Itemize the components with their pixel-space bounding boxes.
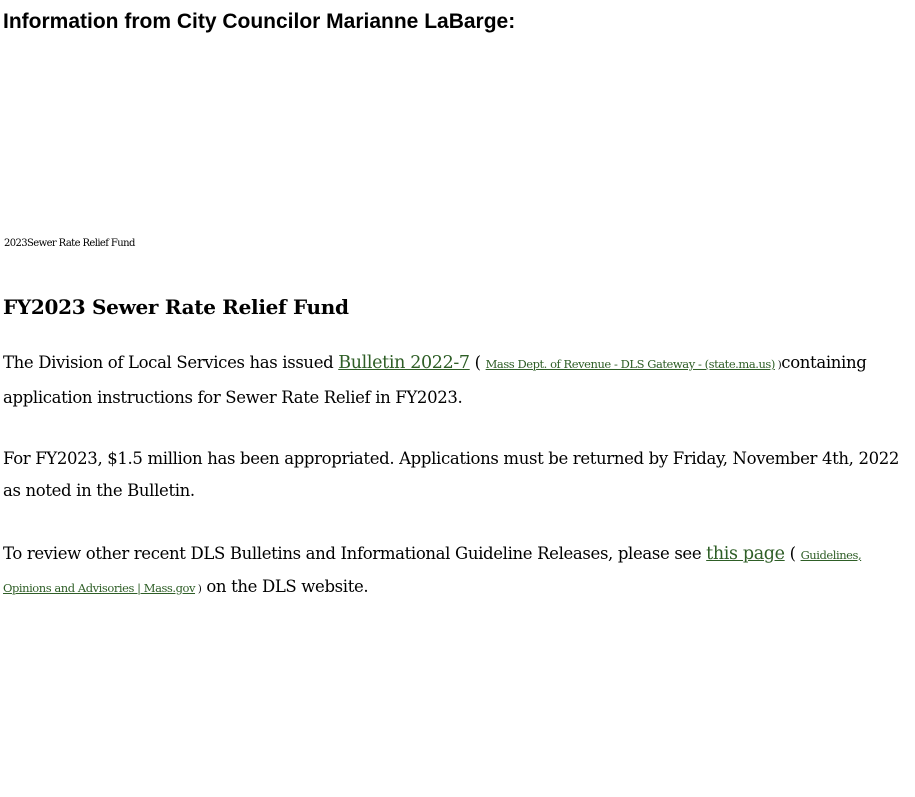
page-title: Information from City Councilor Marianne LaBarge: [3, 10, 516, 33]
paragraph-text: To review other recent DLS Bulletins and Informational Guideline Releases, please see [3, 544, 707, 563]
paragraph-appropriation: For FY2023, $1.5 million has been appropriated. Applications must be returned by Friday, November 4th, 2022 as noted in the Bulletin. [3, 449, 900, 500]
this-page-link[interactable]: this page [706, 544, 785, 564]
paragraph-guidelines [3, 538, 911, 606]
paragraph-text: ( [469, 353, 486, 372]
paragraph-text: ( [784, 544, 801, 563]
guidelines-link[interactable]: Guidelines, Opinions and Advisories | Mass.gov [3, 548, 862, 595]
paragraph-text: The Division of Local Services has issued [3, 353, 339, 372]
image-caption: 2023Sewer Rate Relief Fund [4, 238, 135, 249]
paragraph-text: on the DLS website. [201, 577, 369, 596]
paragraph-bulletin [3, 347, 911, 414]
bulletin-link[interactable]: Bulletin 2022-7 [338, 353, 470, 373]
paragraph-text: ) [774, 360, 782, 371]
paragraph-text: ) [195, 584, 202, 595]
article-title: FY2023 Sewer Rate Relief Fund [3, 295, 349, 319]
paragraph-text: containing application instructions for Sewer Rate Relief in FY2023. [3, 353, 867, 407]
dls-gateway-link[interactable]: Mass Dept. of Revenue - DLS Gateway - (state.ma.us) [485, 357, 775, 371]
